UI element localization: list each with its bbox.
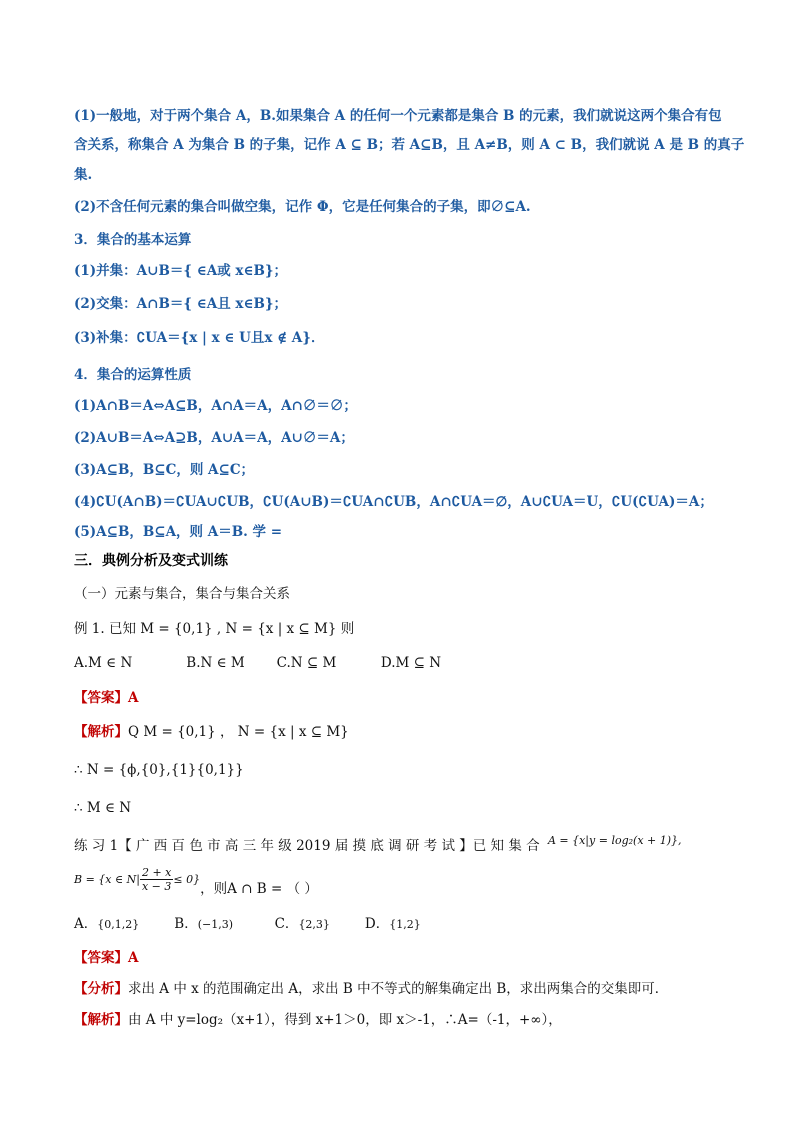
analysis-tag: 【分析】 xyxy=(74,981,128,997)
complement-definition: (3)补集：∁UA＝{x | x ∈ U且x ∉ A}． xyxy=(74,330,325,346)
practice-1-analysis xyxy=(74,977,668,997)
answer-value: A xyxy=(128,950,139,966)
set-b-fraction xyxy=(140,866,173,893)
union-definition: (1)并集：A∪B＝{ ∈A或 x∈B}； xyxy=(74,263,288,279)
option-a-value: {0,1,2} xyxy=(97,918,140,931)
option-c: C.N ⊆ M xyxy=(276,655,337,671)
subsection-heading: （一）元素与集合，集合与集合关系 xyxy=(74,586,290,602)
solution-tag: 【解析】 xyxy=(74,1012,128,1028)
solution-text: 由 A 中 y=log₂（x+1），得到 x+1＞0，即 x＞-1，∴A=（-1，+∞）， xyxy=(128,1012,562,1028)
set-b-prefix: B = {x ∈ N| xyxy=(74,873,140,886)
practice-1-stem xyxy=(74,834,682,854)
practice-stem-text: 练 习 1【 广 西 百 色 市 高 三 年 级 2019 届 摸 底 调 研 考 试 】已 知 集 合 xyxy=(74,838,540,854)
analysis-text: Q M = {0,1} ， N = {x | x ⊆ M} xyxy=(128,724,349,740)
section-heading-examples: 三．典例分析及变式训练 xyxy=(74,553,228,569)
example-1-step-2: ∴ M ∈ N xyxy=(74,800,132,816)
practice-1-solution xyxy=(74,1008,562,1028)
option-d xyxy=(365,912,421,932)
option-a-label: A． xyxy=(74,916,98,932)
property-1: (1)A∩B＝A⇔A⊆B，A∩A＝A，A∩∅＝∅； xyxy=(74,398,357,414)
option-a xyxy=(74,912,170,932)
property-3: (3)A⊆B，B⊆C，则 A⊆C； xyxy=(74,462,255,478)
empty-set-paragraph: (2)不含任何元素的集合叫做空集，记作 Φ，它是任何集合的子集，即∅⊆A. xyxy=(74,199,531,215)
answer-value: A xyxy=(128,690,139,706)
intersection-definition: (2)交集：A∩B＝{ ∈A且 x∈B}； xyxy=(74,296,288,312)
analysis-text: 求出 A 中 x 的范围确定出 A，求出 B 中不等式的解集确定出 B，求出两集合的交集即可． xyxy=(128,981,669,997)
answer-tag: 【答案】 xyxy=(74,950,128,966)
text-line: 集. xyxy=(74,167,93,183)
practice-1-set-b xyxy=(74,866,318,897)
option-b-label: B． xyxy=(174,916,198,932)
text-line: (1)一般地，对于两个集合 A，B.如果集合 A 的任何一个元素都是集合 B 的元素，我们就说这两个集合有包 xyxy=(74,108,722,124)
set-a-definition: A = {x|y = log₂(x + 1)}, xyxy=(547,834,682,847)
example-1-options xyxy=(74,655,441,671)
option-a: A.M ∈ N xyxy=(74,655,133,671)
set-b-suffix: ≤ 0} xyxy=(173,873,201,886)
section-heading-4: 4．集合的运算性质 xyxy=(74,367,192,383)
property-2: (2)A∪B＝A⇔A⊇B，A∪A＝A，A∪∅＝A； xyxy=(74,430,354,446)
option-c-label: C． xyxy=(274,916,299,932)
property-5: (5)A⊆B，B⊆A，则 A＝B. 学 = xyxy=(74,524,283,540)
text-line: 含关系，称集合 A 为集合 B 的子集，记作 A ⊆ B；若 A⊆B，且 A≠B，则 A ⊂ B，我们就说 A 是 B 的真子 xyxy=(74,137,745,153)
option-d-label: D． xyxy=(364,916,390,932)
practice-1-options xyxy=(74,912,421,932)
option-d: D.M ⊆ N xyxy=(380,655,442,671)
example-1-analysis xyxy=(74,720,349,740)
option-b-value: (−1,3) xyxy=(197,918,234,931)
analysis-tag: 【解析】 xyxy=(74,724,128,740)
option-b xyxy=(174,912,270,932)
fraction-numerator: 2 + x xyxy=(141,866,172,879)
practice-1-answer xyxy=(74,946,138,966)
section-heading-3: 3．集合的基本运算 xyxy=(74,232,192,248)
option-c xyxy=(275,912,361,932)
example-1-step-1: ∴ N = {ϕ,{0},{1}{0,1}} xyxy=(74,762,244,778)
property-4: (4)∁U(A∩B)＝∁UA∪∁UB，∁U(A∪B)＝∁UA∩∁UB，A∩∁UA＝∅，A∪∁UA＝U，∁U(∁UA)＝A； xyxy=(74,494,713,510)
option-b: B.N ∈ M xyxy=(186,655,245,671)
option-c-value: {2,3} xyxy=(298,918,330,931)
fraction-denominator: x − 3 xyxy=(141,880,172,893)
practice-question: ，则A ∩ B = （ ） xyxy=(200,881,318,897)
option-d-value: {1,2} xyxy=(389,918,421,931)
answer-tag: 【答案】 xyxy=(74,690,128,706)
example-1-answer xyxy=(74,686,138,706)
example-1-stem: 例 1. 已知 M = {0,1} , N = {x | x ⊆ M} 则 xyxy=(74,621,355,637)
